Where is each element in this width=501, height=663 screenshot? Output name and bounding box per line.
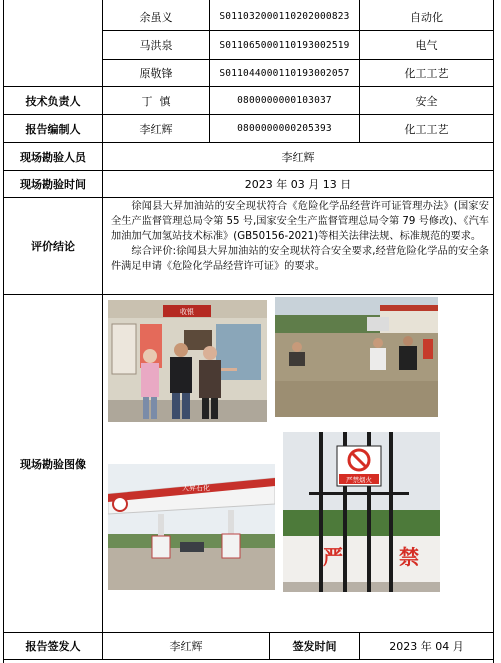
site-inspector-value: 李红辉 bbox=[281, 150, 315, 164]
report-writer-label: 报告编制人 bbox=[25, 122, 81, 136]
member-name-1: 余虽义 bbox=[139, 10, 173, 24]
report-writer-name: 李红辉 bbox=[139, 122, 173, 136]
tech-lead-label: 技术负责人 bbox=[25, 94, 81, 108]
photo-wall-text-1: 严 bbox=[323, 545, 343, 569]
tech-lead-major: 安全 bbox=[415, 94, 438, 108]
issue-time-value: 2023 年 04 月 bbox=[389, 640, 464, 653]
photo-ground-inspection bbox=[275, 297, 438, 417]
member-name-3: 原敬锋 bbox=[139, 67, 173, 80]
tech-lead-id: 0800000000103037 bbox=[237, 95, 332, 106]
report-writer-major: 化工工艺 bbox=[404, 122, 449, 136]
photo-store-sign-text: 收银 bbox=[180, 308, 194, 316]
photo-wall-text-2: 禁 bbox=[399, 545, 419, 569]
site-time-label: 现场勘验时间 bbox=[20, 178, 86, 191]
conclusion-para-1: 徐闻县大昇加油站的安全现状符合《危险化学品经营许可证管理办法》(国家安全生产监督管理总局令第 55 号,国家安全生产监督管理总局令第 79 号修改)、《汽车加油加气加氢站技术标准》(GB50156-2021)等相关法律法规、标准规范的要求。 bbox=[111, 201, 489, 242]
conclusion-label: 评价结论 bbox=[31, 240, 75, 253]
photo-sign-text: 严禁烟火 bbox=[346, 476, 372, 484]
member-id-3: S011044000110193002057 bbox=[219, 67, 350, 79]
issue-time-label: 签发时间 bbox=[292, 640, 337, 653]
conclusion-text bbox=[111, 199, 489, 274]
photo-station-canopy bbox=[108, 464, 275, 590]
site-inspector-label: 现场勘验人员 bbox=[20, 150, 86, 164]
photo-fence-sign bbox=[283, 432, 440, 592]
border-bottom bbox=[3, 659, 494, 660]
member-id-2: S011065000110193002519 bbox=[219, 39, 350, 51]
member-id-1: S011032000110202000823 bbox=[219, 11, 350, 22]
photo-canopy-text: 大昇石化 bbox=[182, 484, 210, 492]
member-name-2: 马洪泉 bbox=[139, 39, 173, 52]
member-major-3: 化工工艺 bbox=[404, 67, 449, 80]
report-writer-id: 0800000000205393 bbox=[237, 123, 332, 134]
tech-lead-name: 丁 慎 bbox=[141, 94, 171, 108]
photo-store-front bbox=[108, 300, 267, 422]
site-time-value: 2023 年 03 月 13 日 bbox=[244, 178, 352, 191]
border-right bbox=[493, 0, 494, 663]
conclusion-para-2: 综合评价:徐闻县大昇加油站的安全现状符合安全要求,经营危险化学品的安全条件满足申请《危险化学品经营许可证》的要求。 bbox=[111, 246, 489, 272]
member-major-2: 电气 bbox=[415, 39, 438, 52]
member-major-1: 自动化 bbox=[410, 10, 443, 24]
issuer-label: 报告签发人 bbox=[25, 640, 81, 653]
site-images-label: 现场勘验图像 bbox=[20, 457, 86, 471]
issuer-value: 李红辉 bbox=[169, 640, 203, 653]
